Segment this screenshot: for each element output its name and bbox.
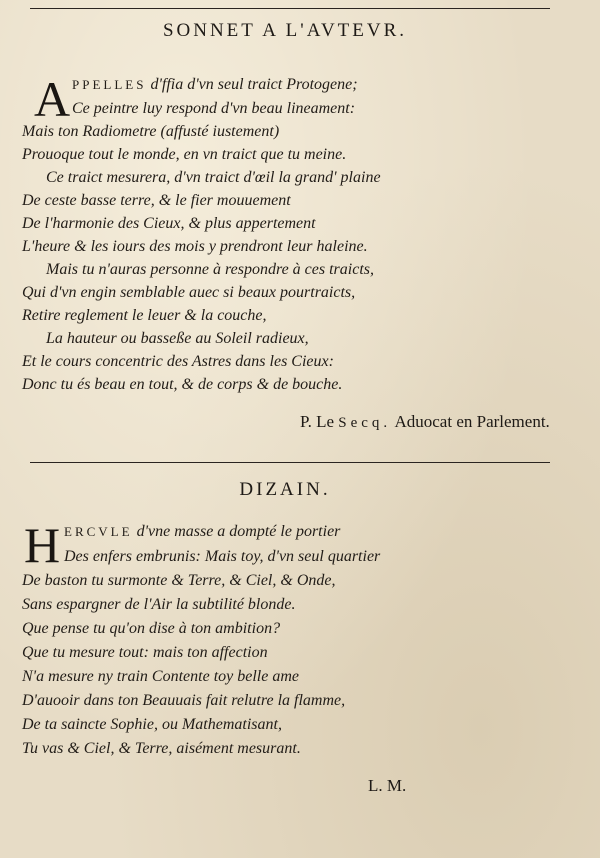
sonnet-title: SONNET A L'AVTEVR. [162,20,408,41]
dizain-line: De baston tu surmonte & Terre, & Ciel, & Onde, [22,572,336,589]
signature-name: Secq. [338,415,392,431]
sonnet-line: Prouoque tout le monde, en vn traict que tu meine. [22,146,347,163]
sonnet-first-line-text: d'ffia d'vn seul traict Protogene; [146,76,358,93]
signature-title: Aduocat en Parlement. [391,412,550,431]
sonnet-line: Ce peintre luy respond d'vn beau lineament: [72,100,356,117]
sonnet-line: Retire reglement le leuer & la couche, [22,307,267,324]
sonnet-dropcap: A [34,71,71,127]
sonnet-line: La hauteur ou basseße au Soleil radieux, [46,330,309,347]
sonnet-line: De ceste basse terre, & le fier mouuement [22,192,291,209]
dizain-line: N'a mesure ny train Contente toy belle ame [22,668,299,685]
dizain-line: Que pense tu qu'on dise à ton ambition? [22,620,281,637]
sonnet-line: Mais tu n'auras personne à respondre à ces traicts, [46,261,374,278]
sonnet-line: Et le cours concentric des Astres dans les Cieux: [22,353,334,370]
dizain-line: Que tu mesure tout: mais ton affection [22,644,268,661]
sonnet-line: Mais ton Radiometre (affusté iustement) [22,123,280,140]
dizain-first-line-text: d'vne masse a dompté le portier [132,523,341,540]
section-rule [30,462,550,463]
dizain-line: Des enfers embrunis: Mais toy, d'vn seul quartier [64,548,381,565]
sonnet-signature [300,412,550,432]
sonnet-first-line [72,76,358,94]
signature-initial: P. Le [300,412,339,431]
sonnet-line: Donc tu és beau en tout, & de corps & de bouche. [22,376,343,393]
dizain-first-word: ERCVLE [64,524,133,539]
sonnet-line: L'heure & les iours des mois y prendront leur haleine. [22,238,368,255]
dizain-line: Sans espargner de l'Air la subtilité blonde. [22,596,296,613]
dizain-dropcap: H [24,517,61,573]
dizain-line: De ta saincte Sophie, ou Mathematisant, [22,716,282,733]
sonnet-line: Qui d'vn engin semblable auec si beaux pourtraicts, [22,284,356,301]
dizain-first-line [64,523,340,541]
dizain-line: Tu vas & Ciel, & Terre, aisément mesurant. [22,740,301,757]
dizain-title: DIZAIN. [239,479,331,500]
dizain-signature: L. M. [368,776,407,795]
sonnet-line: Ce traict mesurera, d'vn traict d'œil la grand' plaine [46,169,381,186]
sonnet-first-word: PPELLES [72,77,147,92]
top-rule [30,8,550,9]
sonnet-line: De l'harmonie des Cieux, & plus appertement [22,215,316,232]
dizain-line: D'auooir dans ton Beauuais fait relutre la flamme, [22,692,346,709]
